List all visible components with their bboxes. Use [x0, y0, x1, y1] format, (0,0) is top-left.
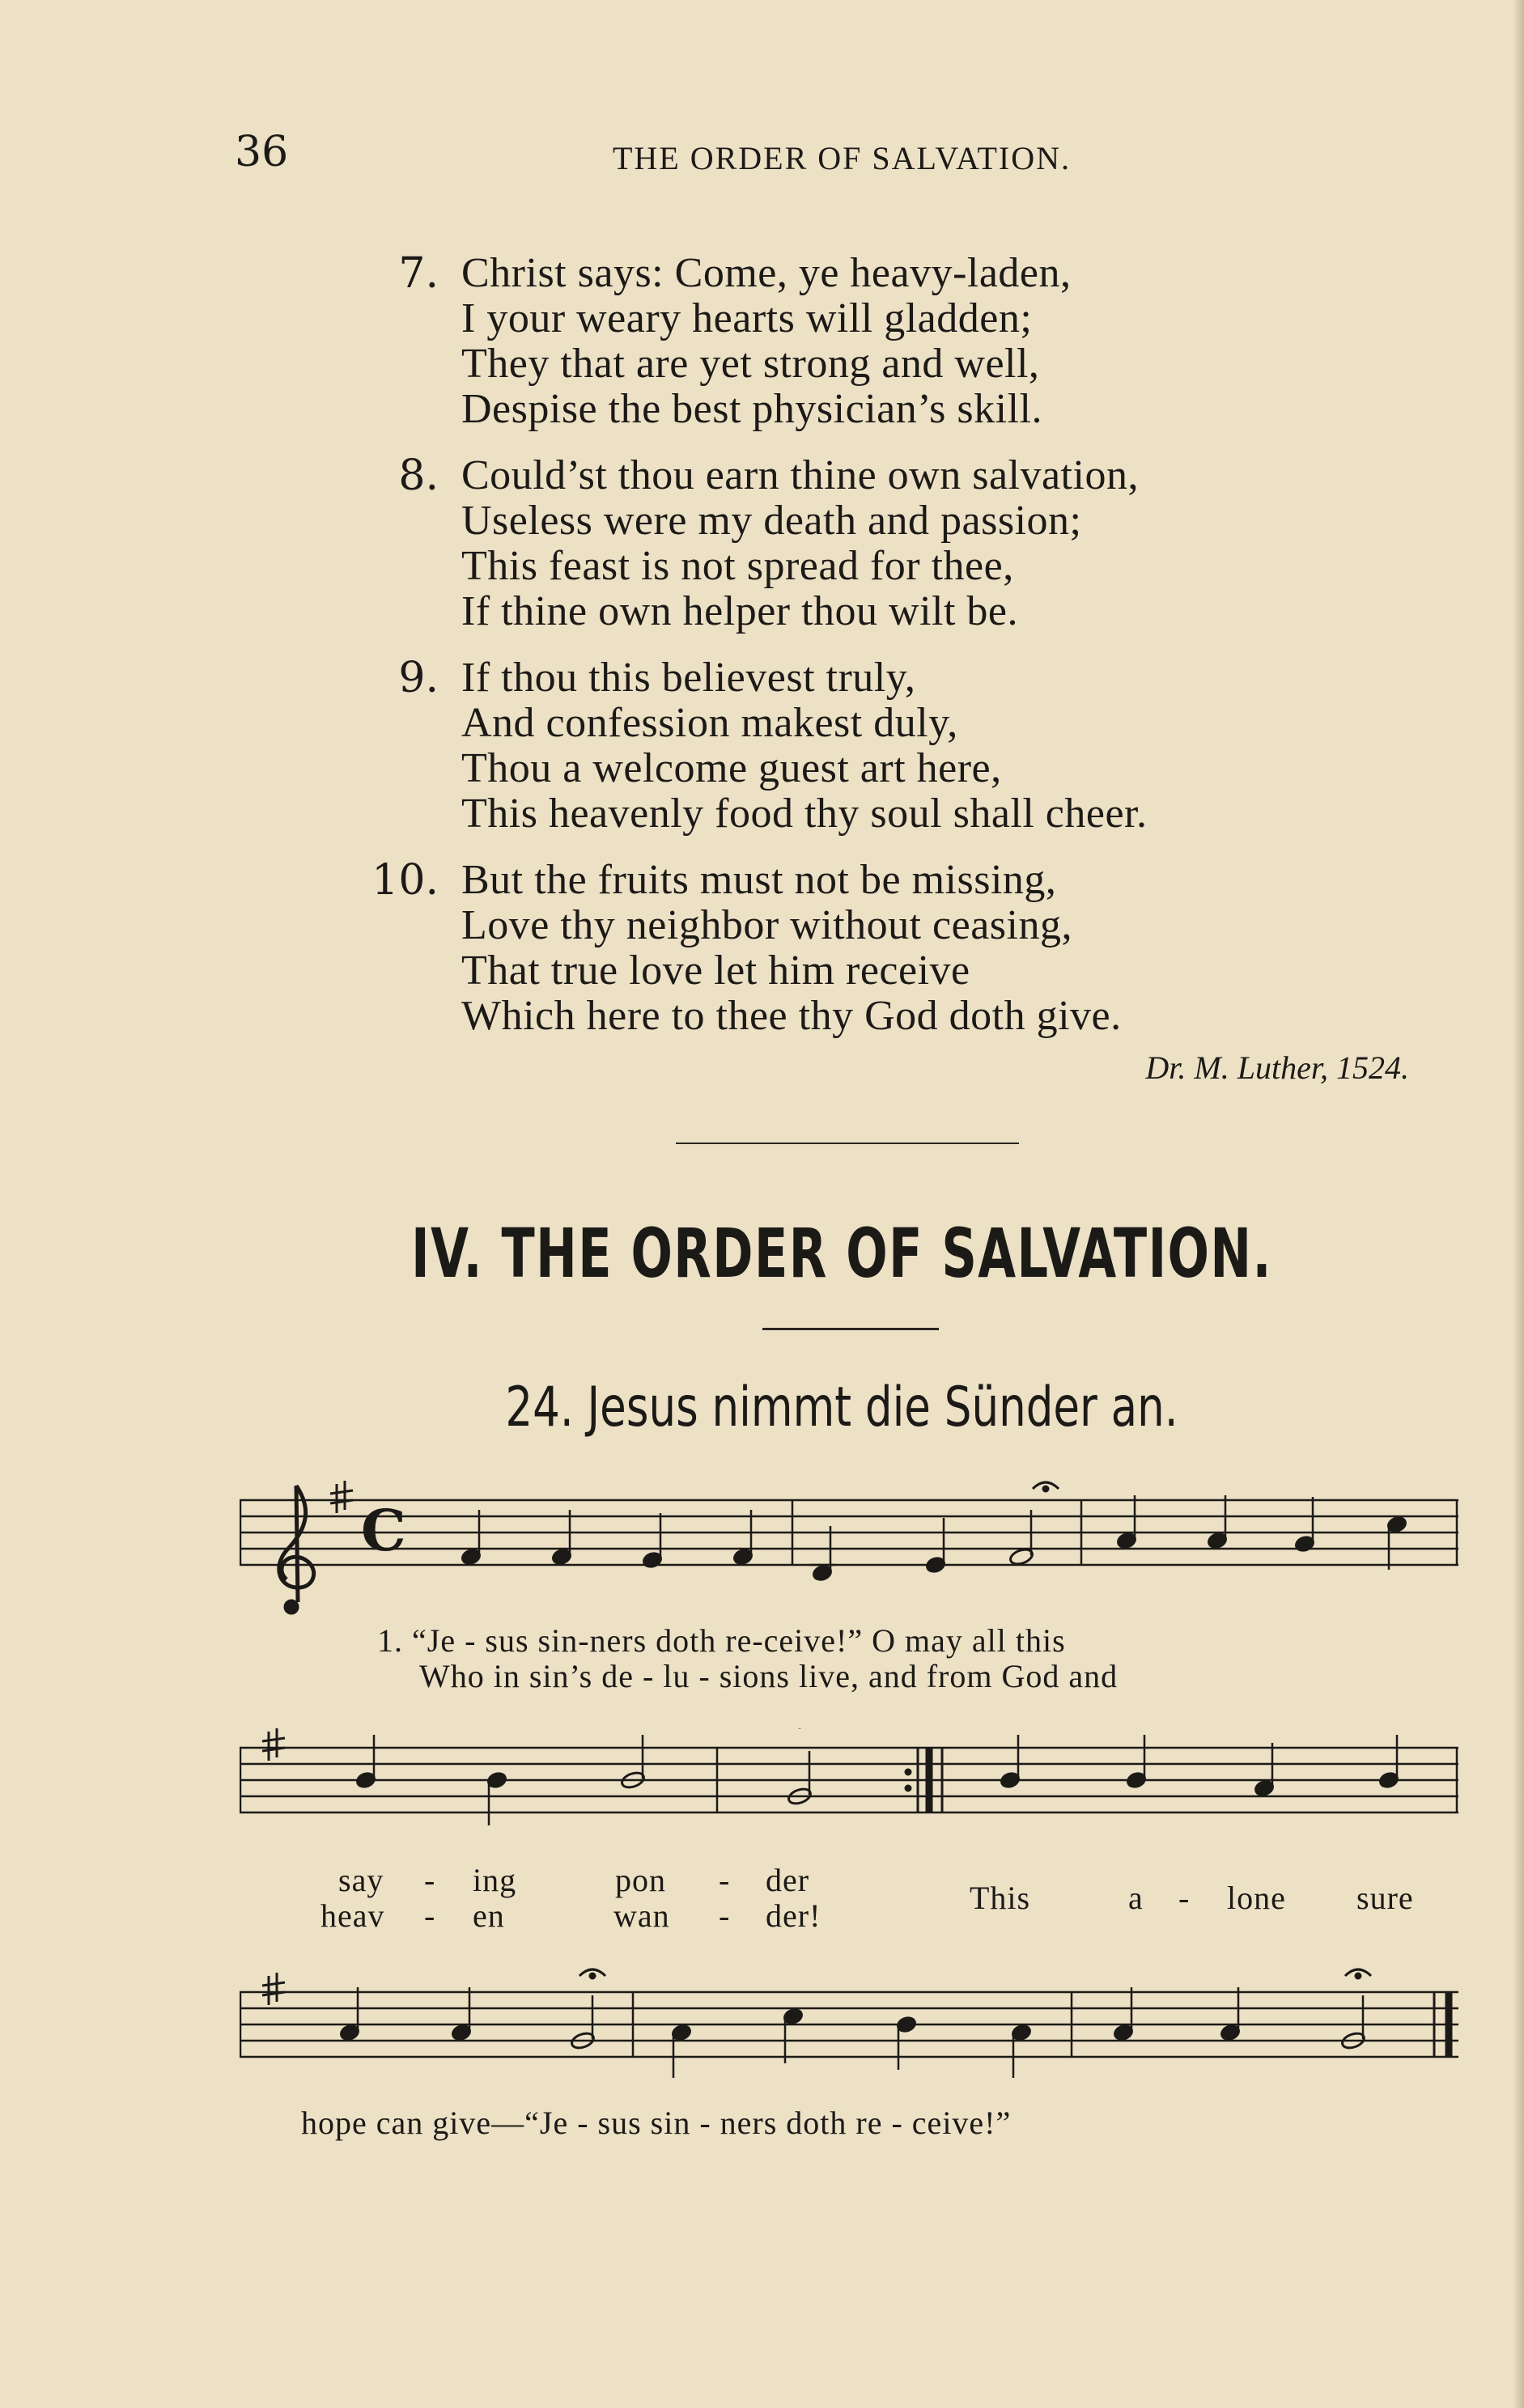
verse-line: Could’st thou earn thine own salvation, [461, 452, 1139, 498]
fermata-icon [579, 1969, 605, 1978]
lyric-syllable: lone [1227, 1880, 1286, 1916]
music-staff-system-2 [240, 1728, 1462, 1853]
sharp-icon [330, 1481, 353, 1513]
page-number: 36 [235, 128, 289, 176]
lyric-syllable: This [970, 1880, 1031, 1916]
verse-line: Despise the best physician’s skill. [461, 386, 1042, 432]
lyric-syllable: sure [1356, 1880, 1414, 1916]
hymn-title: 24. Jesus nimmt die Sünder an. [505, 1376, 1178, 1439]
fermata-icon [1033, 1482, 1059, 1491]
lyric-syllable: - [424, 1862, 436, 1898]
fermata-icon [1345, 1969, 1371, 1978]
page-edge-shadow [1513, 0, 1524, 2408]
lyric-syllable: - [719, 1862, 731, 1898]
lyric-line: Who in sin’s de - lu - sions live, and from God and [419, 1658, 1119, 1694]
verse-number: 10. [371, 856, 439, 905]
hymn-attribution: Dr. M. Luther, 1524. [1145, 1049, 1409, 1086]
verse-line: And confession makest duly, [461, 700, 958, 746]
verse-line: Christ says: Come, ye heavy-laden, [461, 250, 1072, 296]
verse-number: 7. [398, 249, 439, 298]
music-staff-system-1 [240, 1481, 1462, 1622]
lyric-syllable: - [719, 1897, 731, 1934]
verse-line: They that are yet strong and well, [461, 341, 1040, 387]
sharp-icon [262, 1973, 285, 2005]
lyric-syllable: - [1178, 1880, 1191, 1916]
lyric-line: 1. “Je - sus sin-ners doth re-ceive!” O may all this [377, 1622, 1066, 1659]
verse-line: Love thy neighbor without ceasing, [461, 902, 1072, 948]
lyric-line: hope can give—“Je - sus sin - ners doth re - ceive!” [301, 2105, 1012, 2141]
lyric-syllable: - [424, 1897, 436, 1934]
notes-measure-5 [787, 1751, 813, 1806]
verse-line: Which here to thee thy God doth give. [461, 993, 1122, 1039]
running-head: THE ORDER OF SALVATION. [612, 140, 1072, 176]
lyric-syllable: wan [613, 1897, 670, 1934]
verse-line: If thine own helper thou wilt be. [461, 588, 1019, 634]
lyric-syllable: a [1128, 1880, 1144, 1916]
sharp-icon [262, 1728, 285, 1761]
verse-line: That true love let him receive [461, 948, 970, 994]
staff-svg [240, 1968, 1462, 2097]
verse-line: I your weary hearts will gladden; [461, 295, 1033, 341]
verse-line: But the fruits must not be missing, [461, 857, 1057, 903]
verse-line: If thou this believest truly, [461, 655, 916, 701]
verse-number: 8. [398, 451, 439, 500]
notes-measure-2 [809, 1510, 1034, 1582]
notes-measure-6 [1000, 1735, 1399, 1797]
divider-rule [676, 1143, 1019, 1144]
music-staff-system-3 [240, 1968, 1462, 2101]
lyric-syllable: heav [321, 1897, 385, 1934]
section-title: IV. THE ORDER OF SALVATION. [411, 1214, 1272, 1293]
staff-svg [240, 1481, 1462, 1618]
staff-svg [240, 1728, 1462, 1850]
lyric-syllable: pon [615, 1862, 666, 1898]
verse-line: Useless were my death and passion; [461, 498, 1082, 544]
verse-line: This feast is not spread for thee, [461, 543, 1014, 589]
notes-measure-1 [461, 1510, 754, 1569]
verse-line: Thou a welcome guest art here, [461, 745, 1002, 791]
lyric-syllable: der! [766, 1897, 821, 1934]
lyric-syllable: en [473, 1897, 505, 1934]
time-signature: C [361, 1497, 406, 1564]
lyric-syllable: ing [473, 1862, 517, 1898]
notes-measure-8 [671, 2007, 1032, 2078]
verse-line: This heavenly food thy soul shall cheer. [461, 791, 1148, 837]
divider-rule [762, 1328, 939, 1330]
verse-number: 9. [398, 654, 439, 702]
lyric-syllable: der [766, 1862, 810, 1898]
lyric-syllable: say [338, 1862, 384, 1898]
